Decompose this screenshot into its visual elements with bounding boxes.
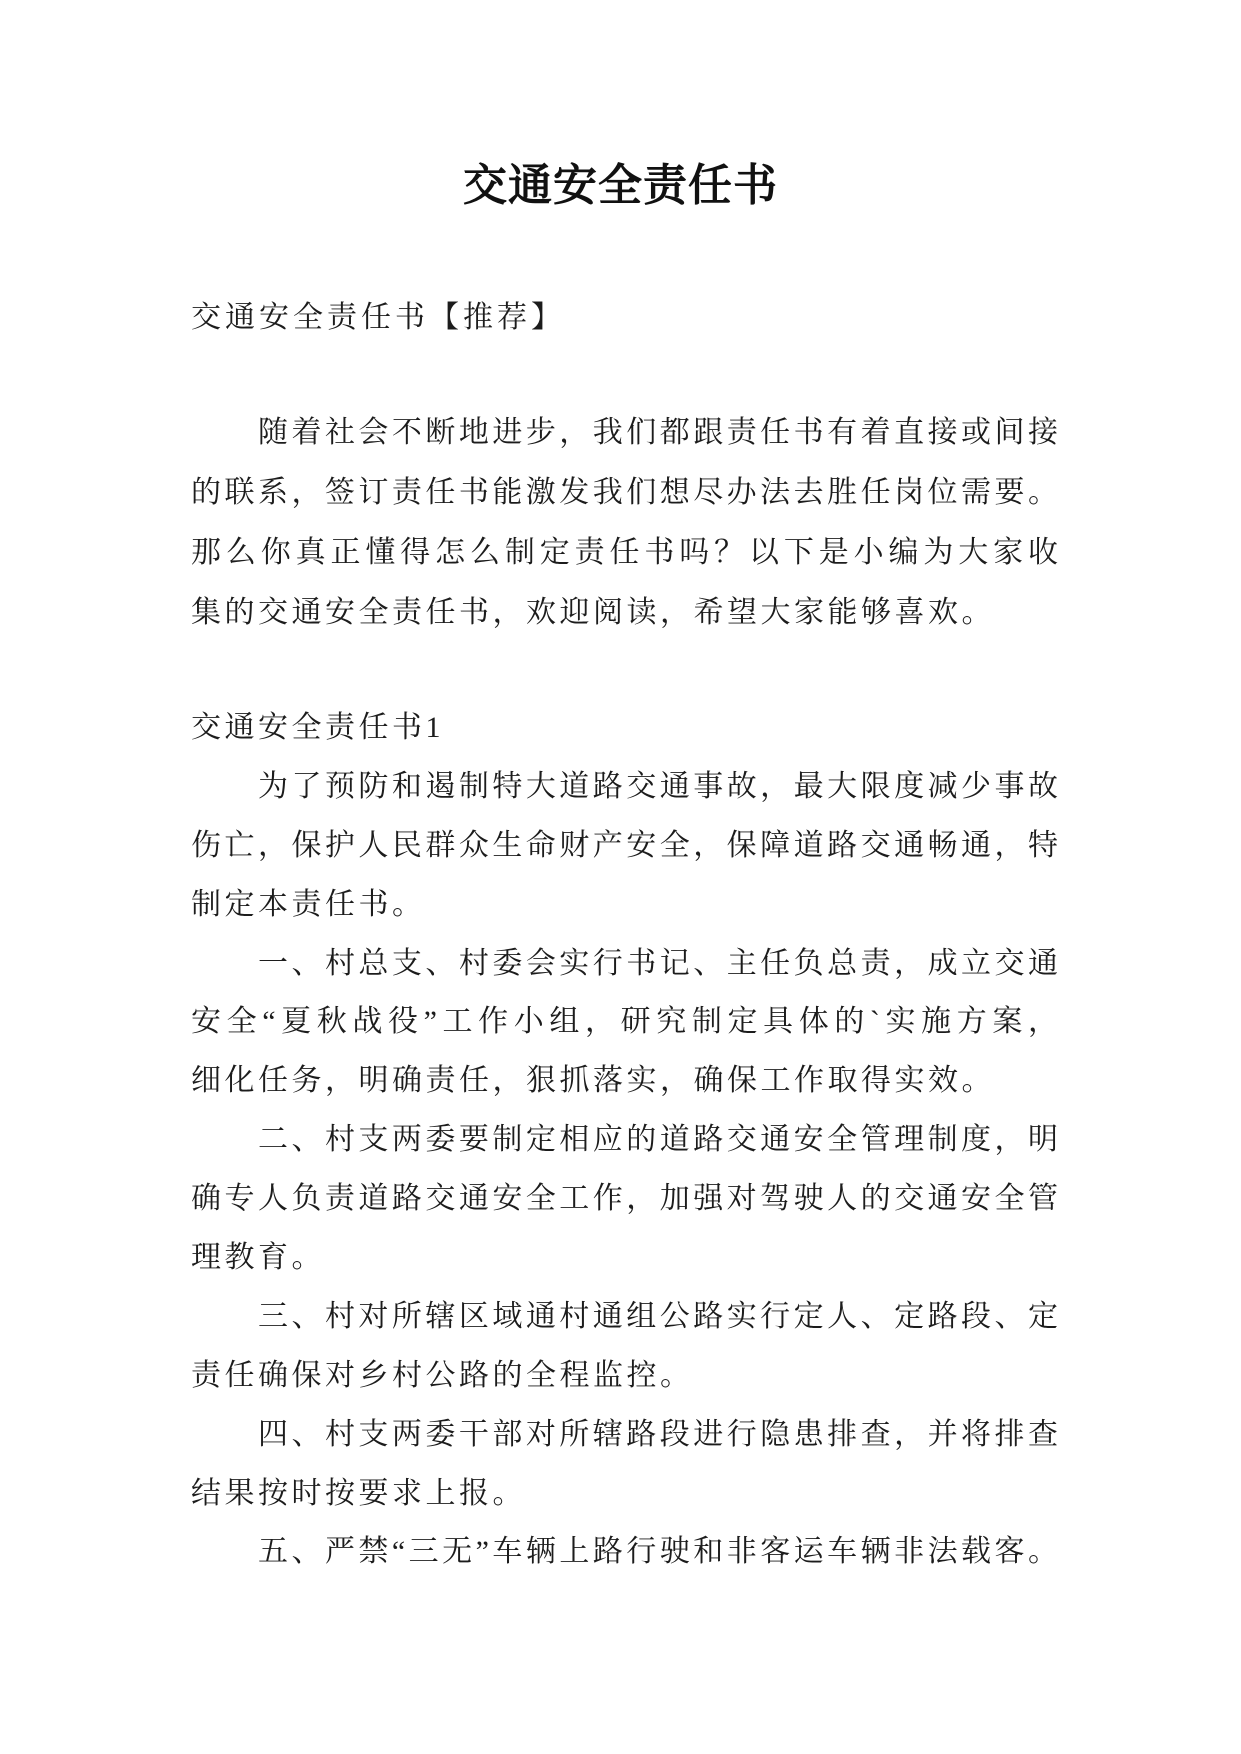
paragraph-item-5 bbox=[191, 1523, 1058, 1582]
text-line: 随着社会不断地进步，我们都跟责任书有着直接或间接 bbox=[258, 416, 1058, 449]
paragraph-item-1 bbox=[191, 935, 1058, 1112]
text-line: 那么你真正懂得怎么制定责任书吗？以下是小编为大家收 bbox=[191, 536, 1058, 569]
text-line: 的联系，签订责任书能激发我们想尽办法去胜任岗位需要。 bbox=[191, 476, 1058, 509]
paragraph-item-3 bbox=[191, 1288, 1058, 1406]
section-heading: 交通安全责任书1 bbox=[191, 711, 444, 744]
paragraph-item-4 bbox=[191, 1406, 1058, 1524]
text-line: 确专人负责道路交通安全工作，加强对驾驶人的交通安全管 bbox=[191, 1182, 1058, 1216]
text-line: 结果按时按要求上报。 bbox=[191, 1476, 526, 1510]
text-line: 五、严禁“三无”车辆上路行驶和非客运车辆非法载客。 bbox=[258, 1535, 1058, 1569]
text-line: 细化任务，明确责任，狠抓落实，确保工作取得实效。 bbox=[191, 1064, 995, 1098]
text-line: 三、村对所辖区域通村通组公路实行定人、定路段、定 bbox=[258, 1299, 1058, 1333]
text-line: 制定本责任书。 bbox=[191, 887, 426, 921]
text-line: 为了预防和遏制特大道路交通事故，最大限度减少事故 bbox=[258, 769, 1058, 803]
text-line: 四、村支两委干部对所辖路段进行隐患排查，并将排查 bbox=[258, 1417, 1058, 1451]
document-subtitle: 交通安全责任书【推荐】 bbox=[191, 301, 565, 334]
section-1 bbox=[191, 699, 1058, 1582]
text-line: 责任确保对乡村公路的全程监控。 bbox=[191, 1358, 694, 1392]
text-line: 安全“夏秋战役”工作小组，研究制定具体的`实施方案， bbox=[191, 1005, 1058, 1039]
paragraph-item-2 bbox=[191, 1111, 1058, 1288]
document-title: 交通安全责任书 bbox=[463, 161, 778, 210]
text-line: 二、村支两委要制定相应的道路交通安全管理制度，明 bbox=[258, 1123, 1058, 1157]
paragraph-preamble bbox=[191, 758, 1058, 935]
text-line: 伤亡，保护人民群众生命财产安全，保障道路交通畅通，特 bbox=[191, 828, 1058, 862]
text-line: 集的交通安全责任书，欢迎阅读，希望大家能够喜欢。 bbox=[191, 596, 995, 629]
intro-paragraph bbox=[191, 403, 1058, 643]
text-line: 理教育。 bbox=[191, 1241, 325, 1275]
text-line: 一、村总支、村委会实行书记、主任负总责，成立交通 bbox=[258, 946, 1058, 980]
